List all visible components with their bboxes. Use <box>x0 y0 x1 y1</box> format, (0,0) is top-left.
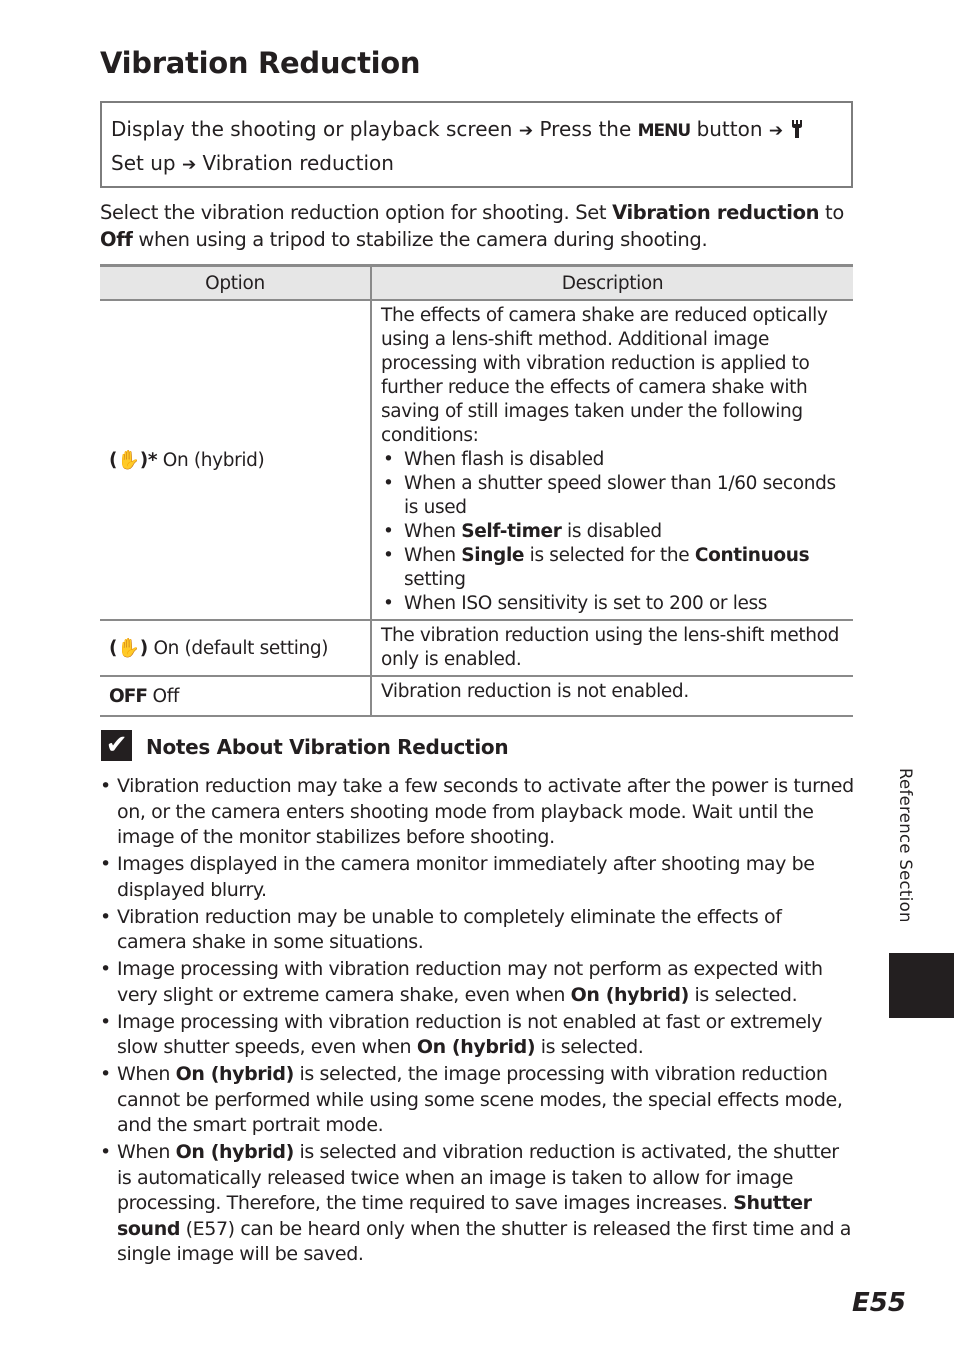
list-item: • Vibration reduction may take a few seconds to activate after the power is turned on, or the camera enters shooting mode from playback mode. Wait until the image of the monitor stabilizes before shooting. <box>100 774 855 851</box>
list-item <box>100 1010 855 1061</box>
menu-path-box <box>100 101 853 188</box>
note-bold: On (hybrid) <box>175 1063 294 1085</box>
option-label: On (default setting) <box>153 638 329 659</box>
notes-list <box>100 774 855 1269</box>
list-item <box>100 1140 855 1268</box>
vr-on-icon: (✋) <box>109 638 148 659</box>
intro-text: to <box>819 201 844 224</box>
option-cell <box>100 620 371 676</box>
arrow-right-icon: ➔ <box>768 121 784 141</box>
description-cell: Vibration reduction is not enabled. <box>371 676 853 716</box>
notes-title: Notes About Vibration Reduction <box>146 735 509 759</box>
vr-off-icon: OFF <box>109 685 148 707</box>
section-side-label: Reference Section <box>896 768 915 923</box>
note-text: is selected. <box>688 983 798 1006</box>
check-icon: ✔ <box>101 730 132 761</box>
list-bold: Self-timer <box>461 521 562 542</box>
condition-list <box>381 448 845 616</box>
menu-path-item: Vibration reduction <box>202 151 394 175</box>
table-row <box>100 676 853 716</box>
list-item <box>100 957 855 1008</box>
menu-path-step-1: Display the shooting or playback screen <box>111 117 513 141</box>
option-cell <box>100 676 371 716</box>
intro-text: Select the vibration reduction option for shooting. Set <box>100 201 613 224</box>
header-option: Option <box>100 266 371 301</box>
list-bold: Single <box>461 545 525 566</box>
note-bold: Shutter sound <box>117 1192 812 1240</box>
list-item: • When a shutter speed slower than 1/60 seconds is used <box>381 472 845 520</box>
vr-hybrid-icon: (✋)* <box>109 450 158 471</box>
list-item: • When flash is disabled <box>381 448 845 472</box>
list-text: When <box>404 545 462 566</box>
arrow-right-icon: ➔ <box>181 155 197 175</box>
note-text: is selected, the image processing with vibration reduction cannot be performed while using some scene modes, the special effects mode, and the smart portrait mode. <box>117 1063 843 1136</box>
notes-heading <box>101 730 509 764</box>
list-text: is selected for the <box>524 545 695 566</box>
note-bold: On (hybrid) <box>175 1141 294 1163</box>
note-bold: On (hybrid) <box>416 1036 536 1058</box>
list-text: When <box>404 521 462 542</box>
list-item <box>381 520 845 544</box>
list-item: • When ISO sensitivity is set to 200 or less <box>381 592 845 616</box>
options-table <box>100 264 853 717</box>
list-text: setting <box>404 569 466 590</box>
header-description: Description <box>371 266 853 301</box>
intro-text: when using a tripod to stabilize the camera during shooting. <box>132 228 708 251</box>
table-header-row <box>100 266 853 301</box>
note-bold: On (hybrid) <box>570 983 689 1006</box>
table-row <box>100 300 853 620</box>
note-text: Image processing with vibration reduction is not enabled at fast or extremely slow shutter speeds, even when <box>117 1010 823 1058</box>
list-text: is disabled <box>561 521 662 542</box>
intro-bold: Off <box>100 228 133 251</box>
note-text: is selected and vibration reduction is activated, the shutter is automatically released twice when an image is taken to allow for image processing. Therefore, the time required to save images increases. <box>117 1141 839 1214</box>
note-text: Image processing with vibration reduction may not perform as expected with very slight or extreme camera shake, even when <box>117 958 823 1006</box>
note-text: When <box>117 1141 176 1163</box>
option-cell <box>100 300 371 620</box>
table-row <box>100 620 853 676</box>
list-item <box>381 544 845 592</box>
list-item: • Images displayed in the camera monitor immediately after shooting may be displayed blurry. <box>100 852 855 903</box>
list-item: • Vibration reduction may be unable to completely eliminate the effects of camera shake in some situations. <box>100 905 855 956</box>
menu-path-button-word: button <box>696 117 763 141</box>
menu-button-icon: MENU <box>637 121 691 141</box>
section-tab-marker <box>889 953 954 1018</box>
note-text: (E57) can be heard only when the shutter is released the first time and a single image will be saved. <box>117 1217 852 1265</box>
list-item <box>100 1062 855 1139</box>
option-label: On (hybrid) <box>162 450 265 471</box>
page-title: Vibration Reduction <box>100 46 421 80</box>
description-cell: The vibration reduction using the lens-shift method only is enabled. <box>371 620 853 676</box>
wrench-icon <box>790 117 804 141</box>
description-cell <box>371 300 853 620</box>
arrow-right-icon: ➔ <box>518 121 534 141</box>
menu-path-step-2: Press the <box>539 117 632 141</box>
menu-path-setup: Set up <box>111 151 176 175</box>
description-text: The effects of camera shake are reduced optically using a lens-shift method. Additional image processing with vibration reduction is applied to further reduce the effects of camera shake with saving of still images taken under the following conditions: <box>381 305 828 446</box>
note-text: When <box>117 1063 176 1085</box>
note-text: is selected. <box>535 1036 644 1058</box>
list-bold: Continuous <box>694 545 810 566</box>
intro-bold: Vibration reduction <box>612 201 820 224</box>
page-number: E55 <box>852 1288 906 1318</box>
intro-paragraph <box>100 199 860 253</box>
option-label: Off <box>152 685 180 707</box>
